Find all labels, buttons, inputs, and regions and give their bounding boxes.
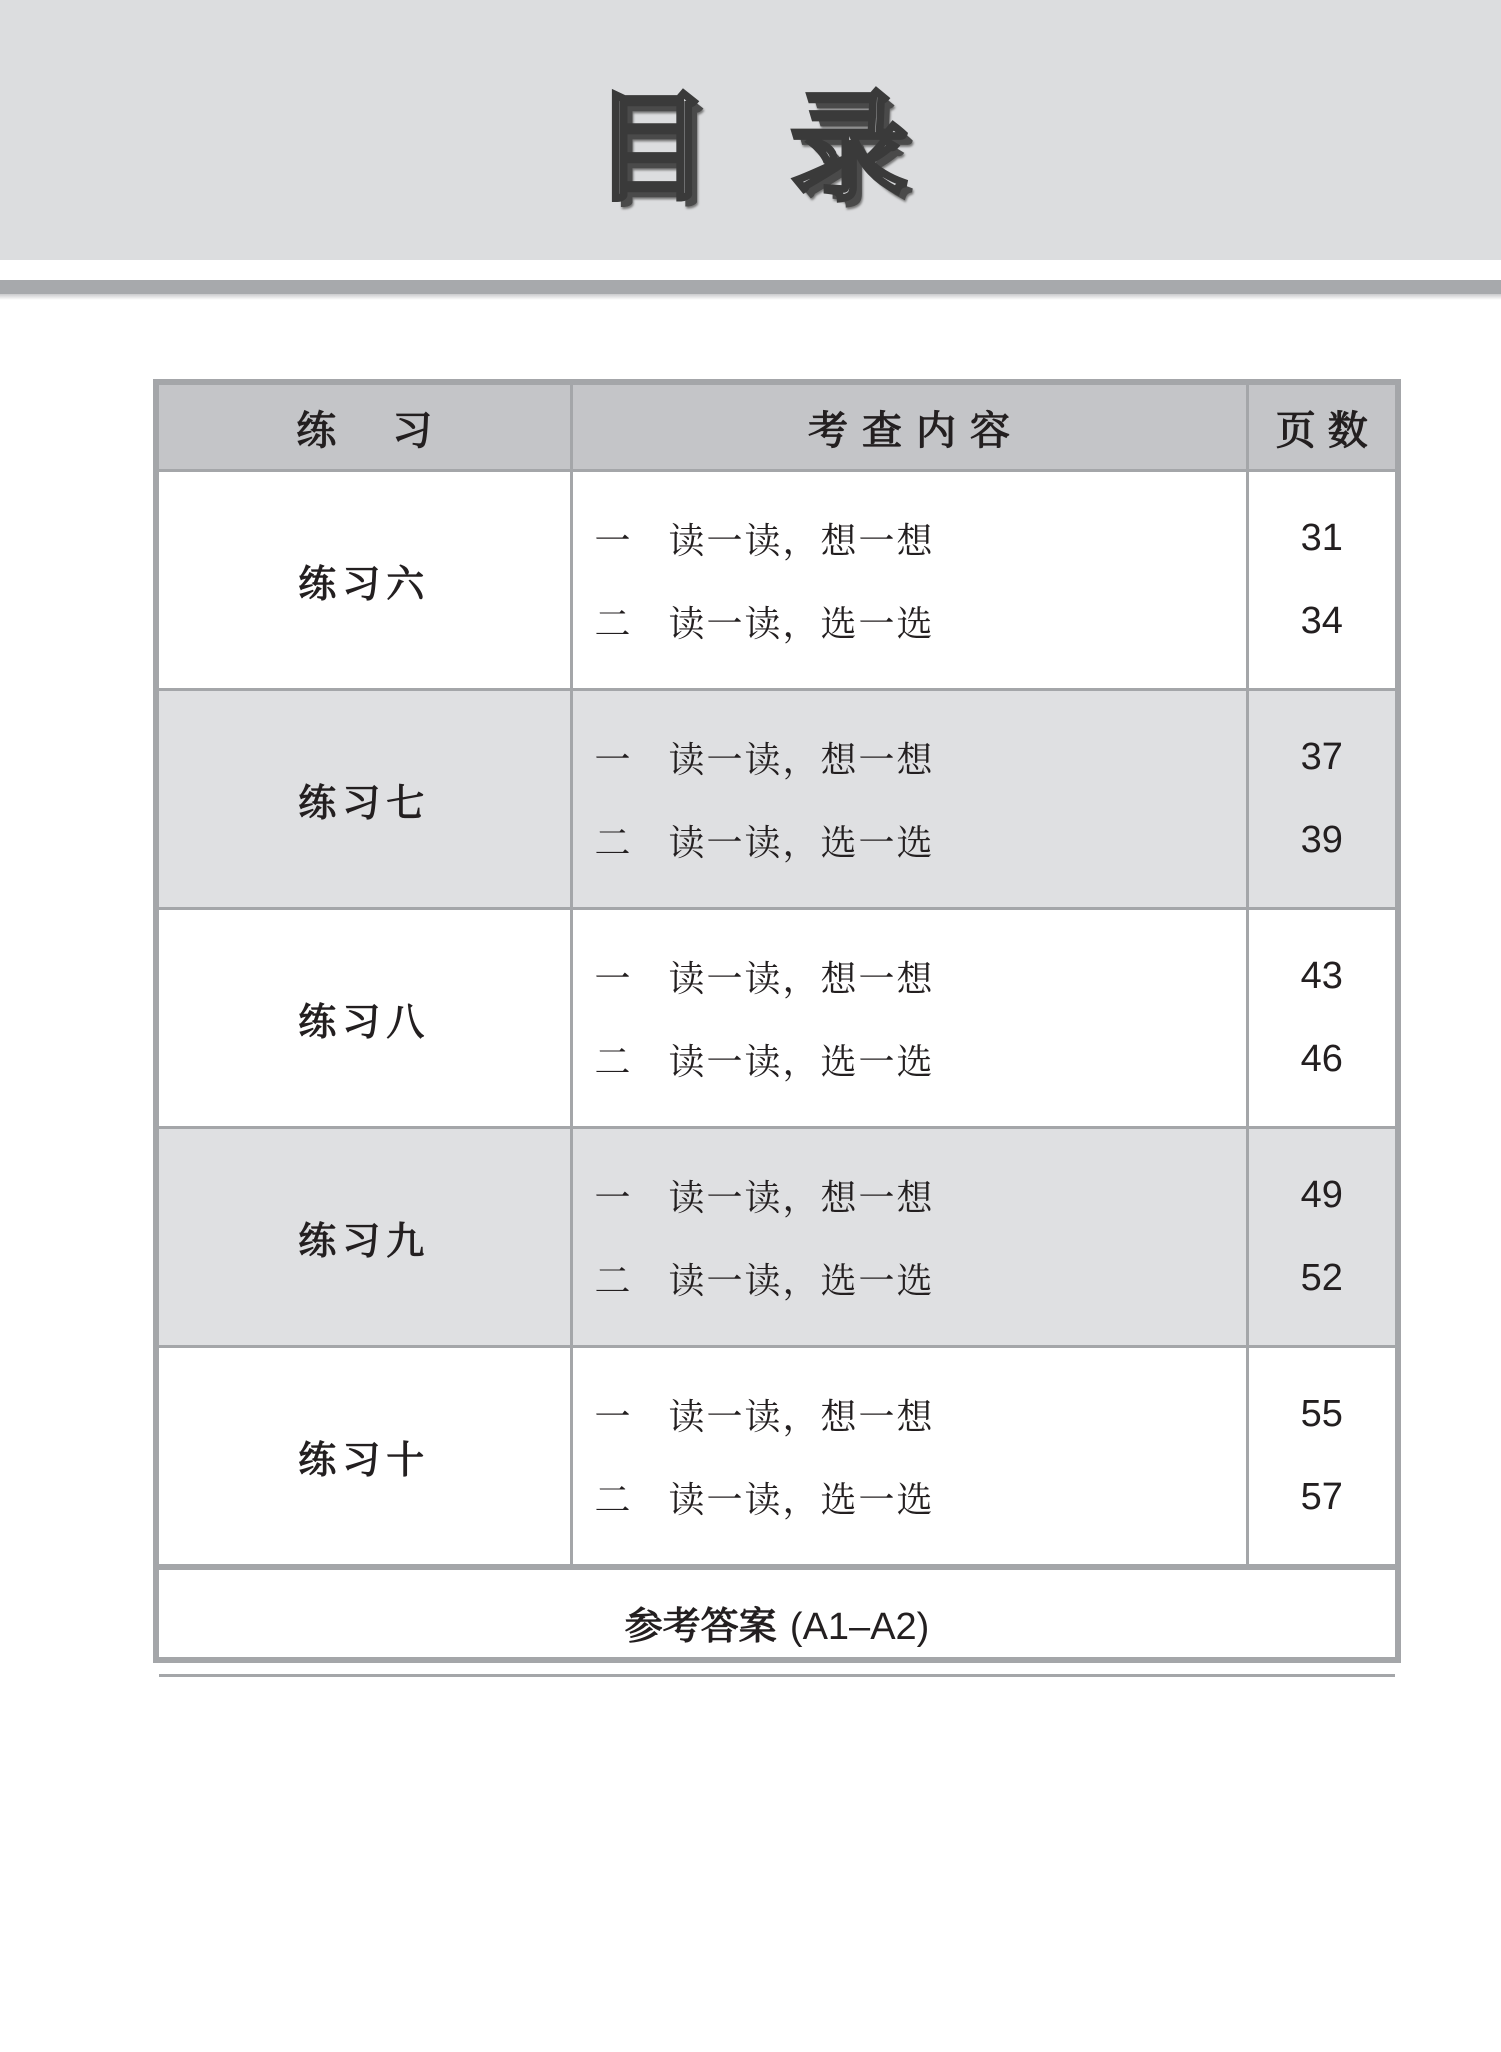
header-divider-light — [0, 260, 1501, 280]
content-cell — [571, 1128, 1247, 1347]
table-row — [159, 471, 1395, 690]
page-number[interactable]: 43 — [1300, 955, 1343, 997]
table-row — [159, 1347, 1395, 1568]
page-cell — [1247, 909, 1395, 1128]
item-text: 读一读，选一选 — [668, 823, 935, 864]
page-number[interactable]: 37 — [1300, 736, 1343, 778]
list-item[interactable] — [573, 497, 1246, 580]
item-text: 读一读，想一想 — [668, 740, 935, 781]
item-text: 读一读，选一选 — [668, 1042, 935, 1083]
list-item[interactable] — [573, 1373, 1246, 1456]
exercise-name[interactable]: 练习七 — [159, 690, 571, 909]
item-number: 一 — [594, 740, 631, 781]
page-number[interactable]: 31 — [1300, 517, 1343, 559]
item-number: 二 — [594, 1261, 631, 1302]
page-cell — [1247, 690, 1395, 909]
answers-link[interactable] — [159, 1567, 1395, 1676]
header-pages: 页数 — [1247, 385, 1395, 471]
item-number: 一 — [594, 1397, 631, 1438]
answers-row — [159, 1567, 1395, 1676]
item-text: 读一读，想一想 — [668, 1178, 935, 1219]
header-divider — [0, 280, 1501, 294]
exercise-name[interactable]: 练习六 — [159, 471, 571, 690]
page-number[interactable]: 49 — [1300, 1174, 1343, 1216]
table-of-contents — [153, 379, 1401, 1663]
list-item[interactable] — [573, 580, 1246, 663]
item-text: 读一读，想一想 — [668, 521, 935, 562]
item-text: 读一读，选一选 — [668, 604, 935, 645]
item-number: 一 — [594, 1178, 631, 1219]
content-cell — [571, 471, 1247, 690]
page-number[interactable]: 52 — [1300, 1257, 1343, 1299]
page-number[interactable]: 39 — [1300, 819, 1343, 861]
page-cell — [1247, 1128, 1395, 1347]
table-header-row — [159, 385, 1395, 471]
exercise-name[interactable]: 练习十 — [159, 1347, 571, 1568]
page-cell — [1247, 1347, 1395, 1568]
page-number[interactable]: 34 — [1300, 600, 1343, 642]
item-text: 读一读，选一选 — [668, 1261, 935, 1302]
content-cell — [571, 690, 1247, 909]
content-cell — [571, 1347, 1247, 1568]
page-number[interactable]: 57 — [1300, 1476, 1343, 1518]
page-title: 目录 — [592, 79, 989, 217]
item-number: 一 — [594, 959, 631, 1000]
item-text: 读一读，想一想 — [668, 1397, 935, 1438]
item-text: 读一读，想一想 — [668, 959, 935, 1000]
answers-label: 参考答案 — [624, 1603, 777, 1648]
item-number: 二 — [594, 604, 631, 645]
list-item[interactable] — [573, 1154, 1246, 1237]
list-item[interactable] — [573, 716, 1246, 799]
table-row — [159, 1128, 1395, 1347]
table-row — [159, 909, 1395, 1128]
page-cell — [1247, 471, 1395, 690]
item-text: 读一读，选一选 — [668, 1480, 935, 1521]
content-cell — [571, 909, 1247, 1128]
item-number: 二 — [594, 1042, 631, 1083]
header-divider-shadow — [0, 294, 1501, 300]
answers-range: (A1–A2) — [789, 1605, 930, 1648]
list-item[interactable] — [573, 799, 1246, 882]
toc-table — [159, 385, 1395, 1677]
item-number: 二 — [594, 823, 631, 864]
list-item[interactable] — [573, 1018, 1246, 1101]
list-item[interactable] — [573, 1456, 1246, 1539]
list-item[interactable] — [573, 935, 1246, 1018]
page-number[interactable]: 46 — [1300, 1038, 1343, 1080]
exercise-name[interactable]: 练习九 — [159, 1128, 571, 1347]
header-exercise: 练习 — [159, 385, 571, 471]
page-number[interactable]: 55 — [1300, 1393, 1343, 1435]
table-row — [159, 690, 1395, 909]
exercise-name[interactable]: 练习八 — [159, 909, 571, 1128]
header-content: 考查内容 — [571, 385, 1247, 471]
list-item[interactable] — [573, 1237, 1246, 1320]
item-number: 一 — [594, 521, 631, 562]
item-number: 二 — [594, 1480, 631, 1521]
